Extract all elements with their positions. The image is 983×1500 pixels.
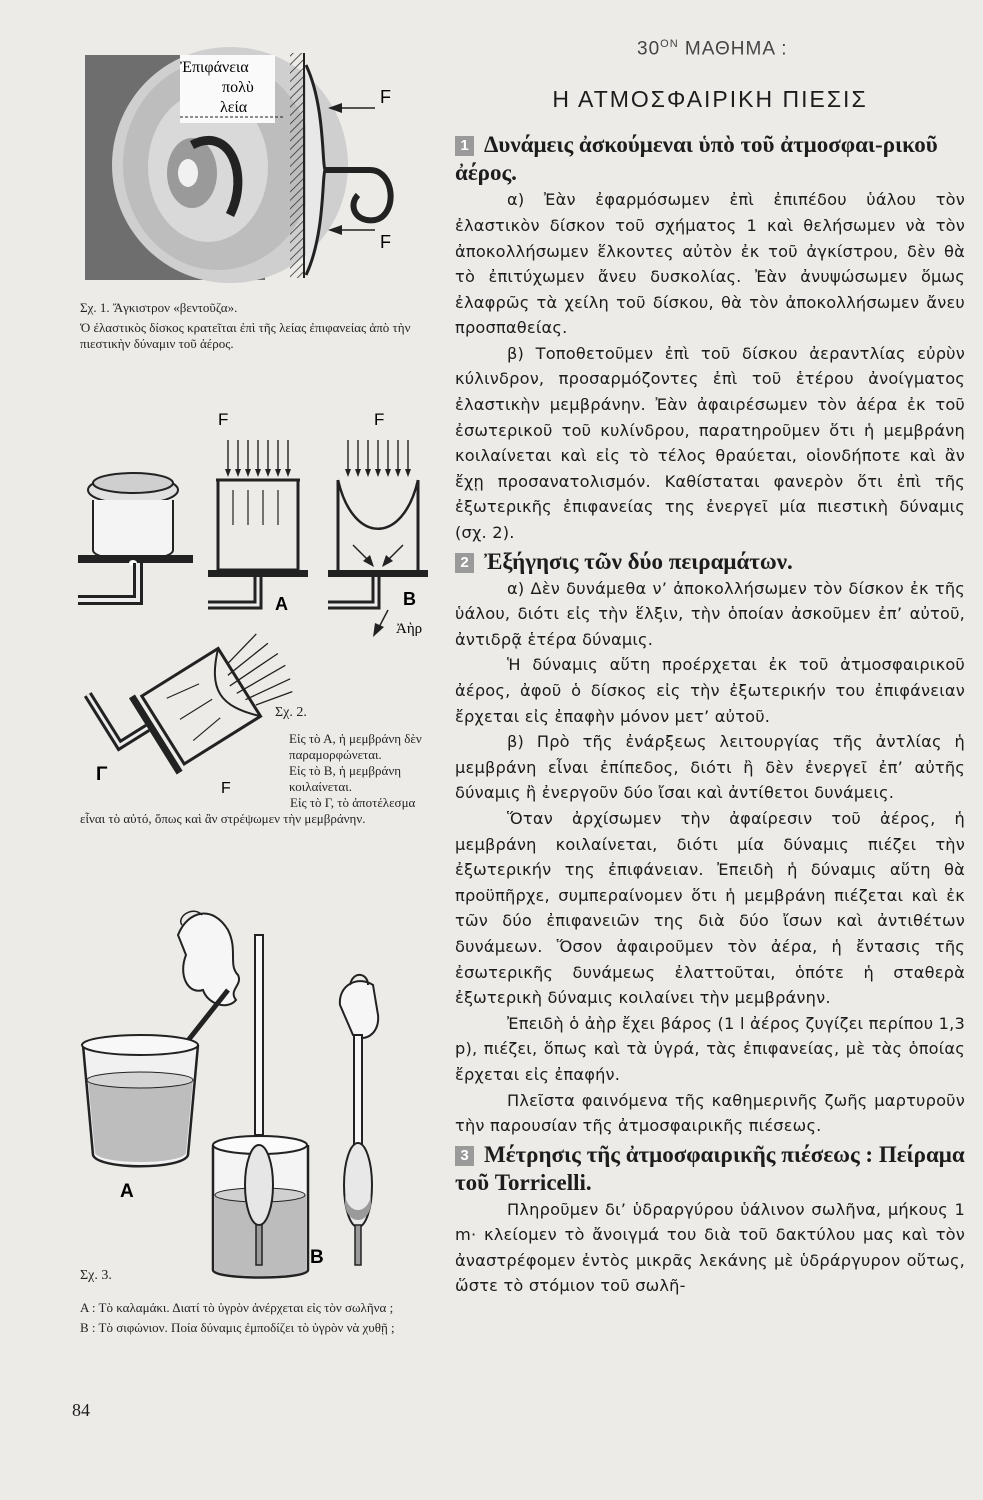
figure-1-caption [80,300,420,352]
paragraph-1b: β) Τοποθετοῦμεν ἐπὶ τοῦ δίσκου ἀεραντλίας εὐρὺν κύλινδρον, προσαρμόζοντες ἐπὶ τοῦ ἑτέρου ἀνοίγματος ἐλαστικὴν μεμβράνην. Ἐὰν ἀφαιρέσωμεν τὸν ἀέρα ἐκ τοῦ ἐσωτερικοῦ τοῦ κυλίνδρου, παρατηροῦμεν ὅτι ἡ μεμβράνη κοιλαίνεται καὶ εἰς τὸ τέλος θραύεται, οἱονδήποτε καὶ ἂν ἔχῃ προσανατολισμόν. Καθίσταται φανερὸν ὅτι ἐπὶ τῆς ἐξωτερικῆς ἐπιφανείας της ἐνεργεῖ μία πιεστικὴ δύναμις (σχ. 2). [455,343,965,543]
cylinder-a [208,410,308,614]
svg-text:F: F [380,87,391,107]
svg-text:Γ: Γ [96,764,108,785]
figure-3-caption-title: Σχ. 3. [80,1268,112,1283]
svg-text:B: B [403,589,416,609]
section-1-number: 1 [455,136,474,156]
figure-3-caption-a: Α : Τὸ καλαμάκι. Διατί τὸ ὑγρὸν ἀνέρχεται εἰς τὸν σωλῆνα ; [80,1300,394,1315]
section-2-heading [455,548,965,576]
paragraph-2e: Ἐπειδὴ ὁ ἀὴρ ἔχει βάρος (1 l ἀέρος ζυγίζει περίπου 1,3 p), πιέζει, ὅπως καὶ τὰ ὑγρά, τὰς ἐπιφανείας, μὲ τὰς ὁποίας ἔρχεται εἰς ἐπαφήν. [455,1013,965,1084]
svg-text:Ἀὴρ: Ἀὴρ [396,621,423,637]
page-number: 84 [72,1400,90,1420]
lesson-number-suffix: ΟΝ [660,38,679,50]
section-3-number: 3 [455,1146,474,1166]
face-profile [178,914,239,1006]
section-3-title: Μέτρησις τῆς ἀτμοσφαιρικῆς πιέσεως : Πείραμα τοῦ Torricelli. [455,1141,965,1195]
svg-text:F: F [380,232,391,252]
svg-text:F: F [218,410,229,429]
paragraph-2b: Ἡ δύναμις αὕτη προέρχεται ἐκ τοῦ ἀτμοσφαιρικοῦ ἀέρος, ἀφοῦ ὁ δίσκος εἰς τὴν ἐξωτερικήν του ἐπιφάνειαν ἔρχεται εἰς ἐπαφὴν μόνον μετ’ αὐτοῦ. [455,655,965,726]
lesson-number: 30 [637,38,661,60]
paragraph-3a: Πληροῦμεν δι’ ὑδραργύρου ὑάλινον σωλῆνα, μήκους 1 m· κλείομεν τὸ ἄνοιγμά του διὰ τοῦ δακτύλου μας καὶ τὸν ἀναστρέφομεν ἐντὸς μικρᾶς λεκάνης μὲ ὑδράργυρον οὕτως, ὥστε τὸ στόμιον τοῦ σωλῆ- [455,1199,965,1296]
section-3-heading [455,1141,965,1197]
paragraph-2c: β) Πρὸ τῆς ἐνάρξεως λειτουργίας τῆς ἀντλίας ἡ μεμβράνη εἶναι ἐπίπεδος, διότι ἢ δὲν ἐνεργεῖ ἐπ’ αὐτῆς δύναμις ἢ ἐνεργοῦν δύο ἴσαι καὶ ἀντίθετοι δυνάμεις. [455,732,965,803]
section-1-heading [455,131,965,187]
figure-2-caption-title: Σχ. 2. [275,705,307,720]
svg-text:λεία: λεία [220,99,248,116]
figure-2-caption [80,705,425,827]
section-2-number: 2 [455,553,474,573]
page-title: Η ΑΤΜΟΣΦΑΙΡΙΚΗ ΠΙΕΣΙΣ [552,86,868,113]
figure-1-suction-hook [80,45,420,290]
svg-text:B: B [310,1247,324,1268]
svg-text:A: A [120,1181,134,1202]
paragraph-2d: Ὅταν ἀρχίσωμεν τὴν ἀφαίρεσιν τοῦ ἀέρος, ἡ μεμβράνη κοιλαίνεται, διότι μία δύναμις πιέζει τὴν ἐξωτερικήν της ἐπιφάνειαν. Ἐπειδὴ ἡ δύναμις αὕτη θὰ προϋπῆρχε, συμπεραίνομεν ὅτι ἡ μεμβράνη πιέζεται καὶ ἐκ τῶν δύο ἐπιφανειῶν της διὰ δύο ἴσων καὶ ἀντιθέτων δυνάμεων. Ὅσον ἀφαιροῦμεν τὸν ἀέρα, ἡ ἔντασις τῆς ἐσωτερικῆς δυνάμεως ἐλαττοῦται, ὁπότε ἡ σταθερὰ ἐξωτερικὴ δύναμις κοιλαίνει τὴν μεμβράνην. [455,808,965,1008]
paragraph-1a: α) Ἐὰν ἐφαρμόσωμεν ἐπὶ ἐπιπέδου ὑάλου τὸν ἐλαστικὸν δίσκον τοῦ σχήματος 1 καὶ θελήσωμεν νὰ τὸν ἀποκολλήσωμεν ἕλκοντες αὐτὸν ἐκ τοῦ ἀγκίστρου, δὲν θὰ τὸ ἐπιτύχωμεν ἄνευ δυσκολίας. Ἐὰν ἀνυψώσωμεν ὅμως ἐλαφρῶς τὰ χείλη τοῦ δίσκου, θὰ τὸν ἀποκολλήσωμεν ἄνευ προσπαθείας. [455,190,965,338]
wall-hatching [290,53,304,278]
figure-2-caption-g: Εἰς τὸ Γ, τὸ ἀποτέλεσμα εἶναι τὸ αὐτό, ὅπως καὶ ἂν στρέψωμεν τὴν μεμβράνην. [80,795,416,826]
paragraph-2a: α) Δὲν δυνάμεθα ν’ ἀποκολλήσωμεν τὸν δίσκον ἐκ τῆς ὑάλου, διότι εἰς τὴν ἕλξιν, τὴν ὁποίαν ἀσκοῦμεν ἐπ’ αὐτοῦ, ἀντιδρᾷ ἑτέρα δύναμις. [455,578,965,649]
lesson-header [637,38,965,60]
figure-2-caption-a: Εἰς τὸ Α, ἡ μεμβράνη δὲν παραμορφώνεται. [289,731,422,762]
svg-text:F: F [374,410,385,429]
svg-text:πολὺ: πολὺ [222,79,254,96]
cylinder-b [328,410,428,637]
svg-text:F: F [221,780,231,797]
paragraph-2f: Πλεῖστα φαινόμενα τῆς καθημερινῆς ζωῆς μαρτυροῦν τὴν παρουσίαν τῆς ἀτμοσφαιρικῆς πιέσεως. [455,1090,965,1136]
svg-text:A: A [275,594,288,614]
figure-1-caption-title: Σχ. 1. Ἄγκιστρον «βεντοῦζα». [80,300,238,315]
svg-text:Ἐπιφάνεια: Ἐπιφάνεια [180,59,249,76]
main-text-column [455,38,965,1299]
hand-pipette [340,975,378,1265]
figure-3-straw-pipette [78,895,428,1285]
figure-2-caption-b: Εἰς τὸ Β, ἡ μεμβράνη κοιλαίνεται. [289,763,402,794]
section-2-title: Ἐξήγησις τῶν δύο πειραμάτων. [484,548,793,574]
lesson-word: ΜΑΘΗΜΑ : [678,38,788,60]
figure-3-caption-b: Β : Τὸ σιφώνιον. Ποία δύναμις ἐμποδίζει τὸ ὑγρὸν νὰ χυθῇ ; [80,1320,395,1335]
figure-1-caption-text: Ὁ ἐλαστικὸς δίσκος κρατεῖται ἐπὶ τῆς λείας ἐπιφανείας ἀπὸ τὴν πιεστικὴν δύναμιν τοῦ ἀέρος. [80,320,411,351]
bell-jar-apparatus [78,473,193,600]
figure-3-caption [80,1268,425,1336]
section-1-title: Δυνάμεις ἀσκούμεναι ὑπὸ τοῦ ἀτμοσφαι-ρικοῦ ἀέρος. [455,132,938,186]
